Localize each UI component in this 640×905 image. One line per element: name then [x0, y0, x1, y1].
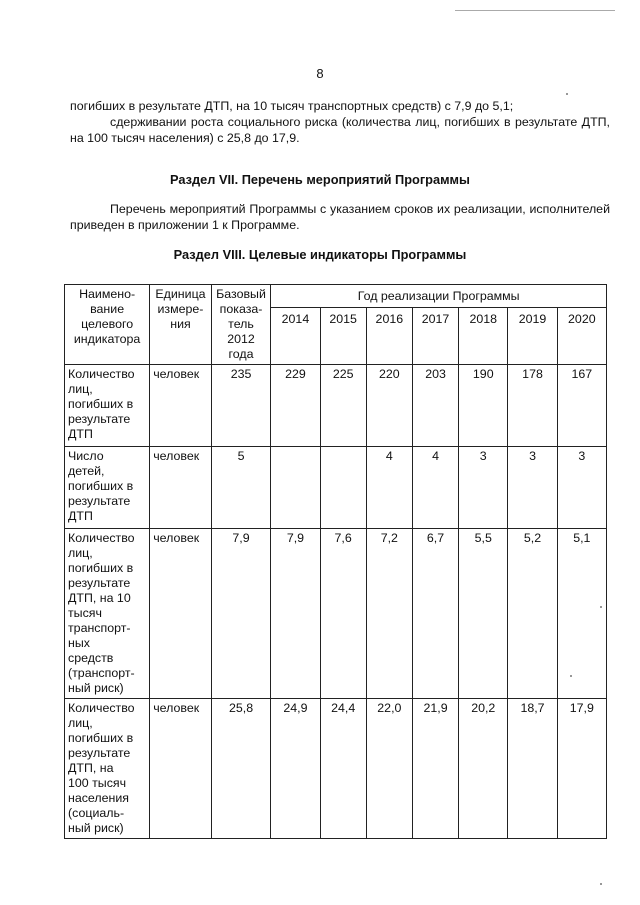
year-value-2016: 4 — [366, 447, 412, 529]
intro-line: погибших в результате ДТП, на 10 тысяч транспортных средств) с 7,9 до 5,1; — [70, 99, 514, 113]
indicator-name: Количество лиц, погибших в результате ДТП, на 100 тысяч населения (социаль- ный риск) — [65, 699, 150, 839]
base-value: 5 — [211, 447, 271, 529]
section-8-title: Раздел VIII. Целевые индикаторы Программы — [173, 247, 467, 262]
table-row — [65, 447, 607, 529]
base-value: 25,8 — [211, 699, 271, 839]
year-value-2019: 178 — [508, 365, 557, 447]
year-value-2020: 17,9 — [557, 699, 606, 839]
header-years-group: Год реализации Программы — [271, 285, 607, 308]
year-value-2015: 24,4 — [320, 699, 366, 839]
scan-speck — [566, 93, 568, 95]
year-value-2019: 18,7 — [508, 699, 557, 839]
year-value-2018: 20,2 — [459, 699, 508, 839]
page-number: 8 — [316, 66, 324, 81]
table-row — [65, 529, 607, 699]
header-indicator-name: Наимено- вание целевого индикатора — [65, 285, 150, 365]
year-value-2016: 22,0 — [366, 699, 412, 839]
year-value-2017: 4 — [412, 447, 458, 529]
year-value-2016: 220 — [366, 365, 412, 447]
header-year-2019: 2019 — [508, 308, 557, 365]
header-year-2018: 2018 — [459, 308, 508, 365]
header-year-2015: 2015 — [320, 308, 366, 365]
scan-artifact-line — [455, 10, 615, 11]
year-value-2015: 7,6 — [320, 529, 366, 699]
header-year-2014: 2014 — [271, 308, 320, 365]
base-value: 7,9 — [211, 529, 271, 699]
section-7-title: Раздел VII. Перечень мероприятий Программы — [170, 172, 470, 187]
section-7-text: Перечень мероприятий Программы с указанием сроков их реализации, исполнителей приведен в приложении 1 к Программе. — [70, 202, 610, 232]
header-unit: Единица измере- ния — [150, 285, 212, 365]
header-year-2020: 2020 — [557, 308, 606, 365]
scan-speck — [600, 883, 602, 885]
year-value-2015 — [320, 447, 366, 529]
table-row — [65, 365, 607, 447]
year-value-2014: 24,9 — [271, 699, 320, 839]
year-value-2020: 3 — [557, 447, 606, 529]
indicators-table — [64, 284, 607, 839]
year-value-2018: 3 — [459, 447, 508, 529]
year-value-2016: 7,2 — [366, 529, 412, 699]
year-value-2017: 6,7 — [412, 529, 458, 699]
year-value-2017: 21,9 — [412, 699, 458, 839]
intro-paragraph: сдерживании роста социального риска (количества лиц, погибших в результате ДТП, на 100 тысяч населения) с 25,8 до 17,9. — [70, 115, 610, 145]
year-value-2018: 5,5 — [459, 529, 508, 699]
indicator-unit: человек — [150, 365, 212, 447]
header-base-value: Базовый показа- тель 2012 года — [211, 285, 271, 365]
year-value-2020: 167 — [557, 365, 606, 447]
year-value-2019: 3 — [508, 447, 557, 529]
indicator-name: Количество лиц, погибших в результате ДТП — [65, 365, 150, 447]
year-value-2018: 190 — [459, 365, 508, 447]
indicator-unit: человек — [150, 699, 212, 839]
year-value-2015: 225 — [320, 365, 366, 447]
indicator-name: Число детей, погибших в результате ДТП — [65, 447, 150, 529]
year-value-2014: 7,9 — [271, 529, 320, 699]
year-value-2014: 229 — [271, 365, 320, 447]
base-value: 235 — [211, 365, 271, 447]
year-value-2019: 5,2 — [508, 529, 557, 699]
year-value-2017: 203 — [412, 365, 458, 447]
header-year-2017: 2017 — [412, 308, 458, 365]
table-row — [65, 699, 607, 839]
year-value-2020: 5,1 — [557, 529, 606, 699]
header-year-2016: 2016 — [366, 308, 412, 365]
indicator-name: Количество лиц, погибших в результате ДТП, на 10 тысяч транспорт- ных средств (транспорт- ный риск) — [65, 529, 150, 699]
year-value-2014 — [271, 447, 320, 529]
indicator-unit: человек — [150, 529, 212, 699]
indicator-unit: человек — [150, 447, 212, 529]
